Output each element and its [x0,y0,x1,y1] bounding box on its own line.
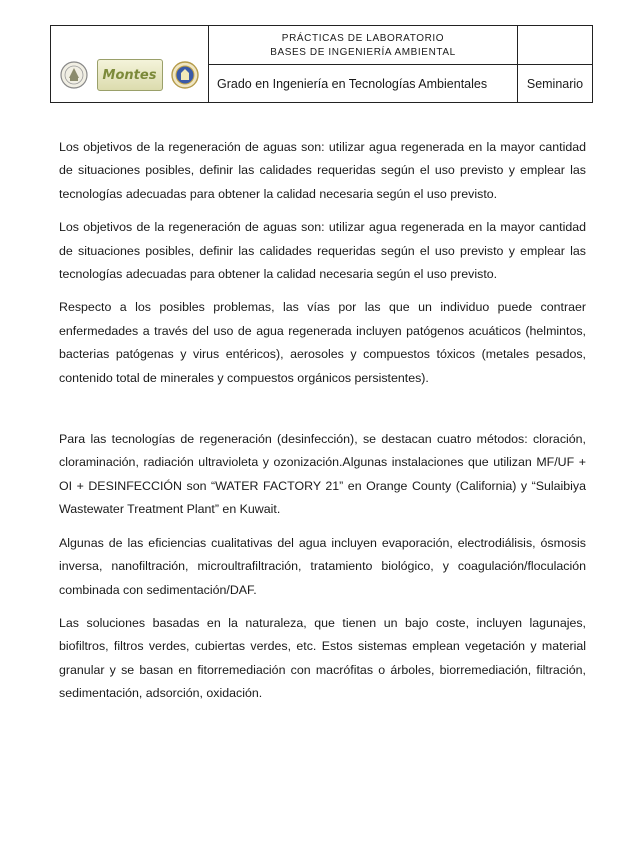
header-title-line2: BASES DE INGENIERÍA AMBIENTAL [270,47,456,58]
montes-logo: Montes [97,59,163,91]
degree-label: Grado en Ingeniería en Tecnologías Ambientales [209,65,518,102]
paragraph: Los objetivos de la regeneración de aguas son: utilizar agua regenerada en la mayor cantidad de situaciones posibles, definir las calidades requeridas según el uso previsto y emplear las tecnologías adecuadas para obtener la calidad necesaria según el uso previsto. [59,140,586,201]
document-body [59,136,586,716]
paragraph: Los objetivos de la regeneración de aguas son: utilizar agua regenerada en la mayor cantidad de situaciones posibles, definir las calidades requeridas según el uso previsto y emplear las tecnologías adecuadas para obtener la calidad necesaria según el uso previsto. [59,220,586,282]
header-title-line1: PRÁCTICAS DE LABORATORIO [281,33,445,44]
paragraph: Respecto a los posibles problemas, las vías por las que un individuo puede contraer enfermedades a través del uso de agua regenerada incluyen patógenos acuáticos (helmintos, bacterias patógenas y virus entéricos), aerosoles y compuestos tóxicos (metales pesados, contenido total de minerales y compuestos orgánicos persistentes). [59,300,586,385]
paragraph: Las soluciones basadas en la naturaleza, que tienen un bajo coste, incluyen lagunajes, biofiltros, filtros verdes, cubiertas verdes, etc. Estos sistemas emplean vegetación y material granular y se basan en fitorremediación con macrófitas o árboles, biorremediación, filtración, sedimentación, adsorción, oxidación. [59,615,586,701]
paragraph: Para las tecnologías de regeneración (desinfección), se destacan cuatro métodos: cloración, cloraminación, radiación ultravioleta y ozonización.Algunas instalaciones que utilizan MF/UF + OI + DESINFECCIÓN son “WATER FACTORY 21” en Orange County (California) y “Sulaibiya Wastewater Treatment Plant” en Kuwait. [59,432,586,517]
logos-cell [51,26,209,102]
paragraph: Algunas de las eficiencias cualitativas del agua incluyen evaporación, electrodiálisis, ósmosis inversa, nanofiltración, microultrafiltración, tratamiento biológico, y coagulación/floculación combinada con sedimentación/DAF. [59,535,586,597]
university-seal-icon [59,59,89,91]
header-titles [209,26,518,65]
document-type-label: Seminario [526,76,584,91]
header-empty-cell [518,26,592,65]
school-crest-icon [170,59,200,91]
document-header-table [50,25,593,103]
